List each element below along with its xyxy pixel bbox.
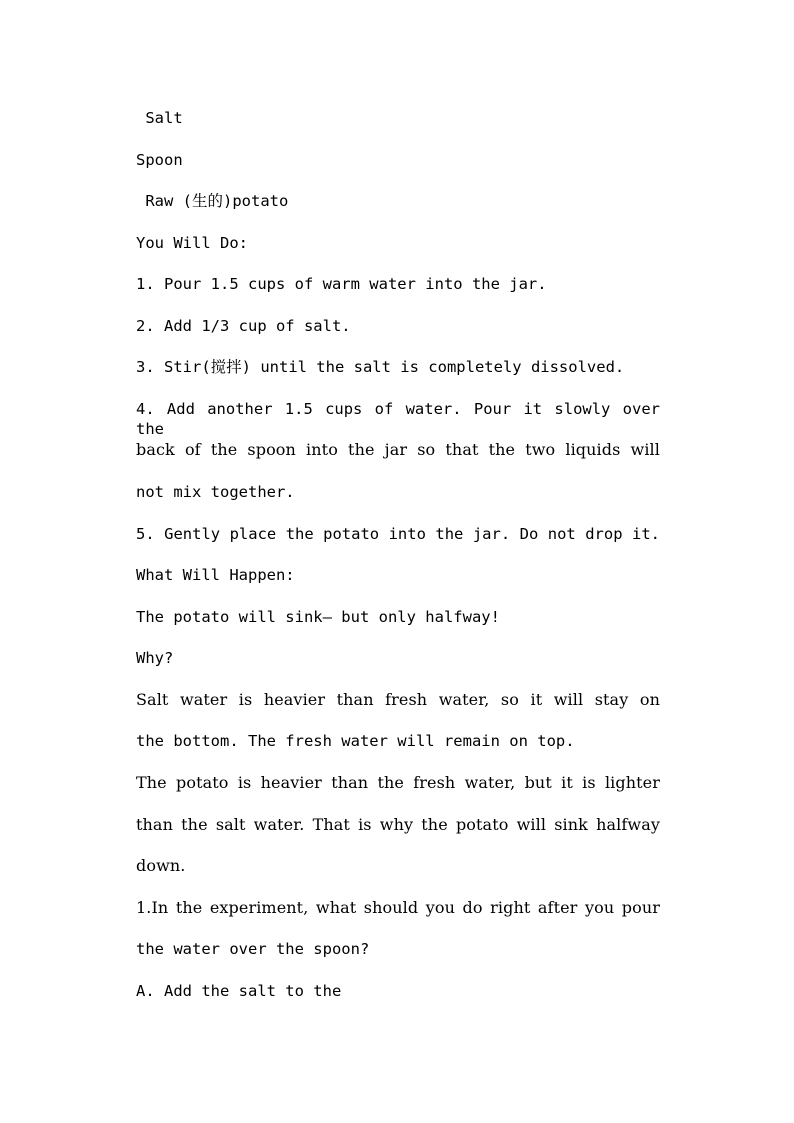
explanation-line-4: than the salt water. That is why the potato will sink halfway	[136, 815, 660, 834]
step-4-line-1: 4. Add another 1.5 cups of water. Pour it slowly over the	[136, 400, 660, 438]
step-5: 5. Gently place the potato into the jar. Do not drop it.	[136, 525, 660, 543]
explanation-line-5: down.	[136, 856, 186, 875]
material-raw-potato: Raw (生的)potato	[136, 192, 289, 210]
material-spoon: Spoon	[136, 151, 183, 169]
question-1-line-2: the water over the spoon?	[136, 940, 370, 958]
step-4-line-3: not mix together.	[136, 483, 295, 501]
result-text: The potato will sink— but only halfway!	[136, 608, 500, 626]
material-salt: Salt	[136, 109, 183, 127]
explanation-line-3: The potato is heavier than the fresh water, but it is lighter	[136, 773, 660, 792]
step-3: 3. Stir(搅拌) until the salt is completely dissolved.	[136, 358, 625, 376]
step-4-line-2: back of the spoon into the jar so that the two liquids will	[136, 440, 660, 459]
heading-what-will-happen: What Will Happen:	[136, 566, 295, 584]
heading-you-will-do: You Will Do:	[136, 234, 248, 252]
step-1: 1. Pour 1.5 cups of warm water into the jar.	[136, 275, 547, 293]
step-2: 2. Add 1/3 cup of salt.	[136, 317, 351, 335]
option-a: A. Add the salt to the	[136, 982, 342, 1000]
explanation-line-2: the bottom. The fresh water will remain on top.	[136, 732, 575, 750]
explanation-line-1: Salt water is heavier than fresh water, so it will stay on	[136, 690, 660, 709]
heading-why: Why?	[136, 649, 174, 667]
question-1-line-1: 1.In the experiment, what should you do right after you pour	[136, 898, 660, 917]
